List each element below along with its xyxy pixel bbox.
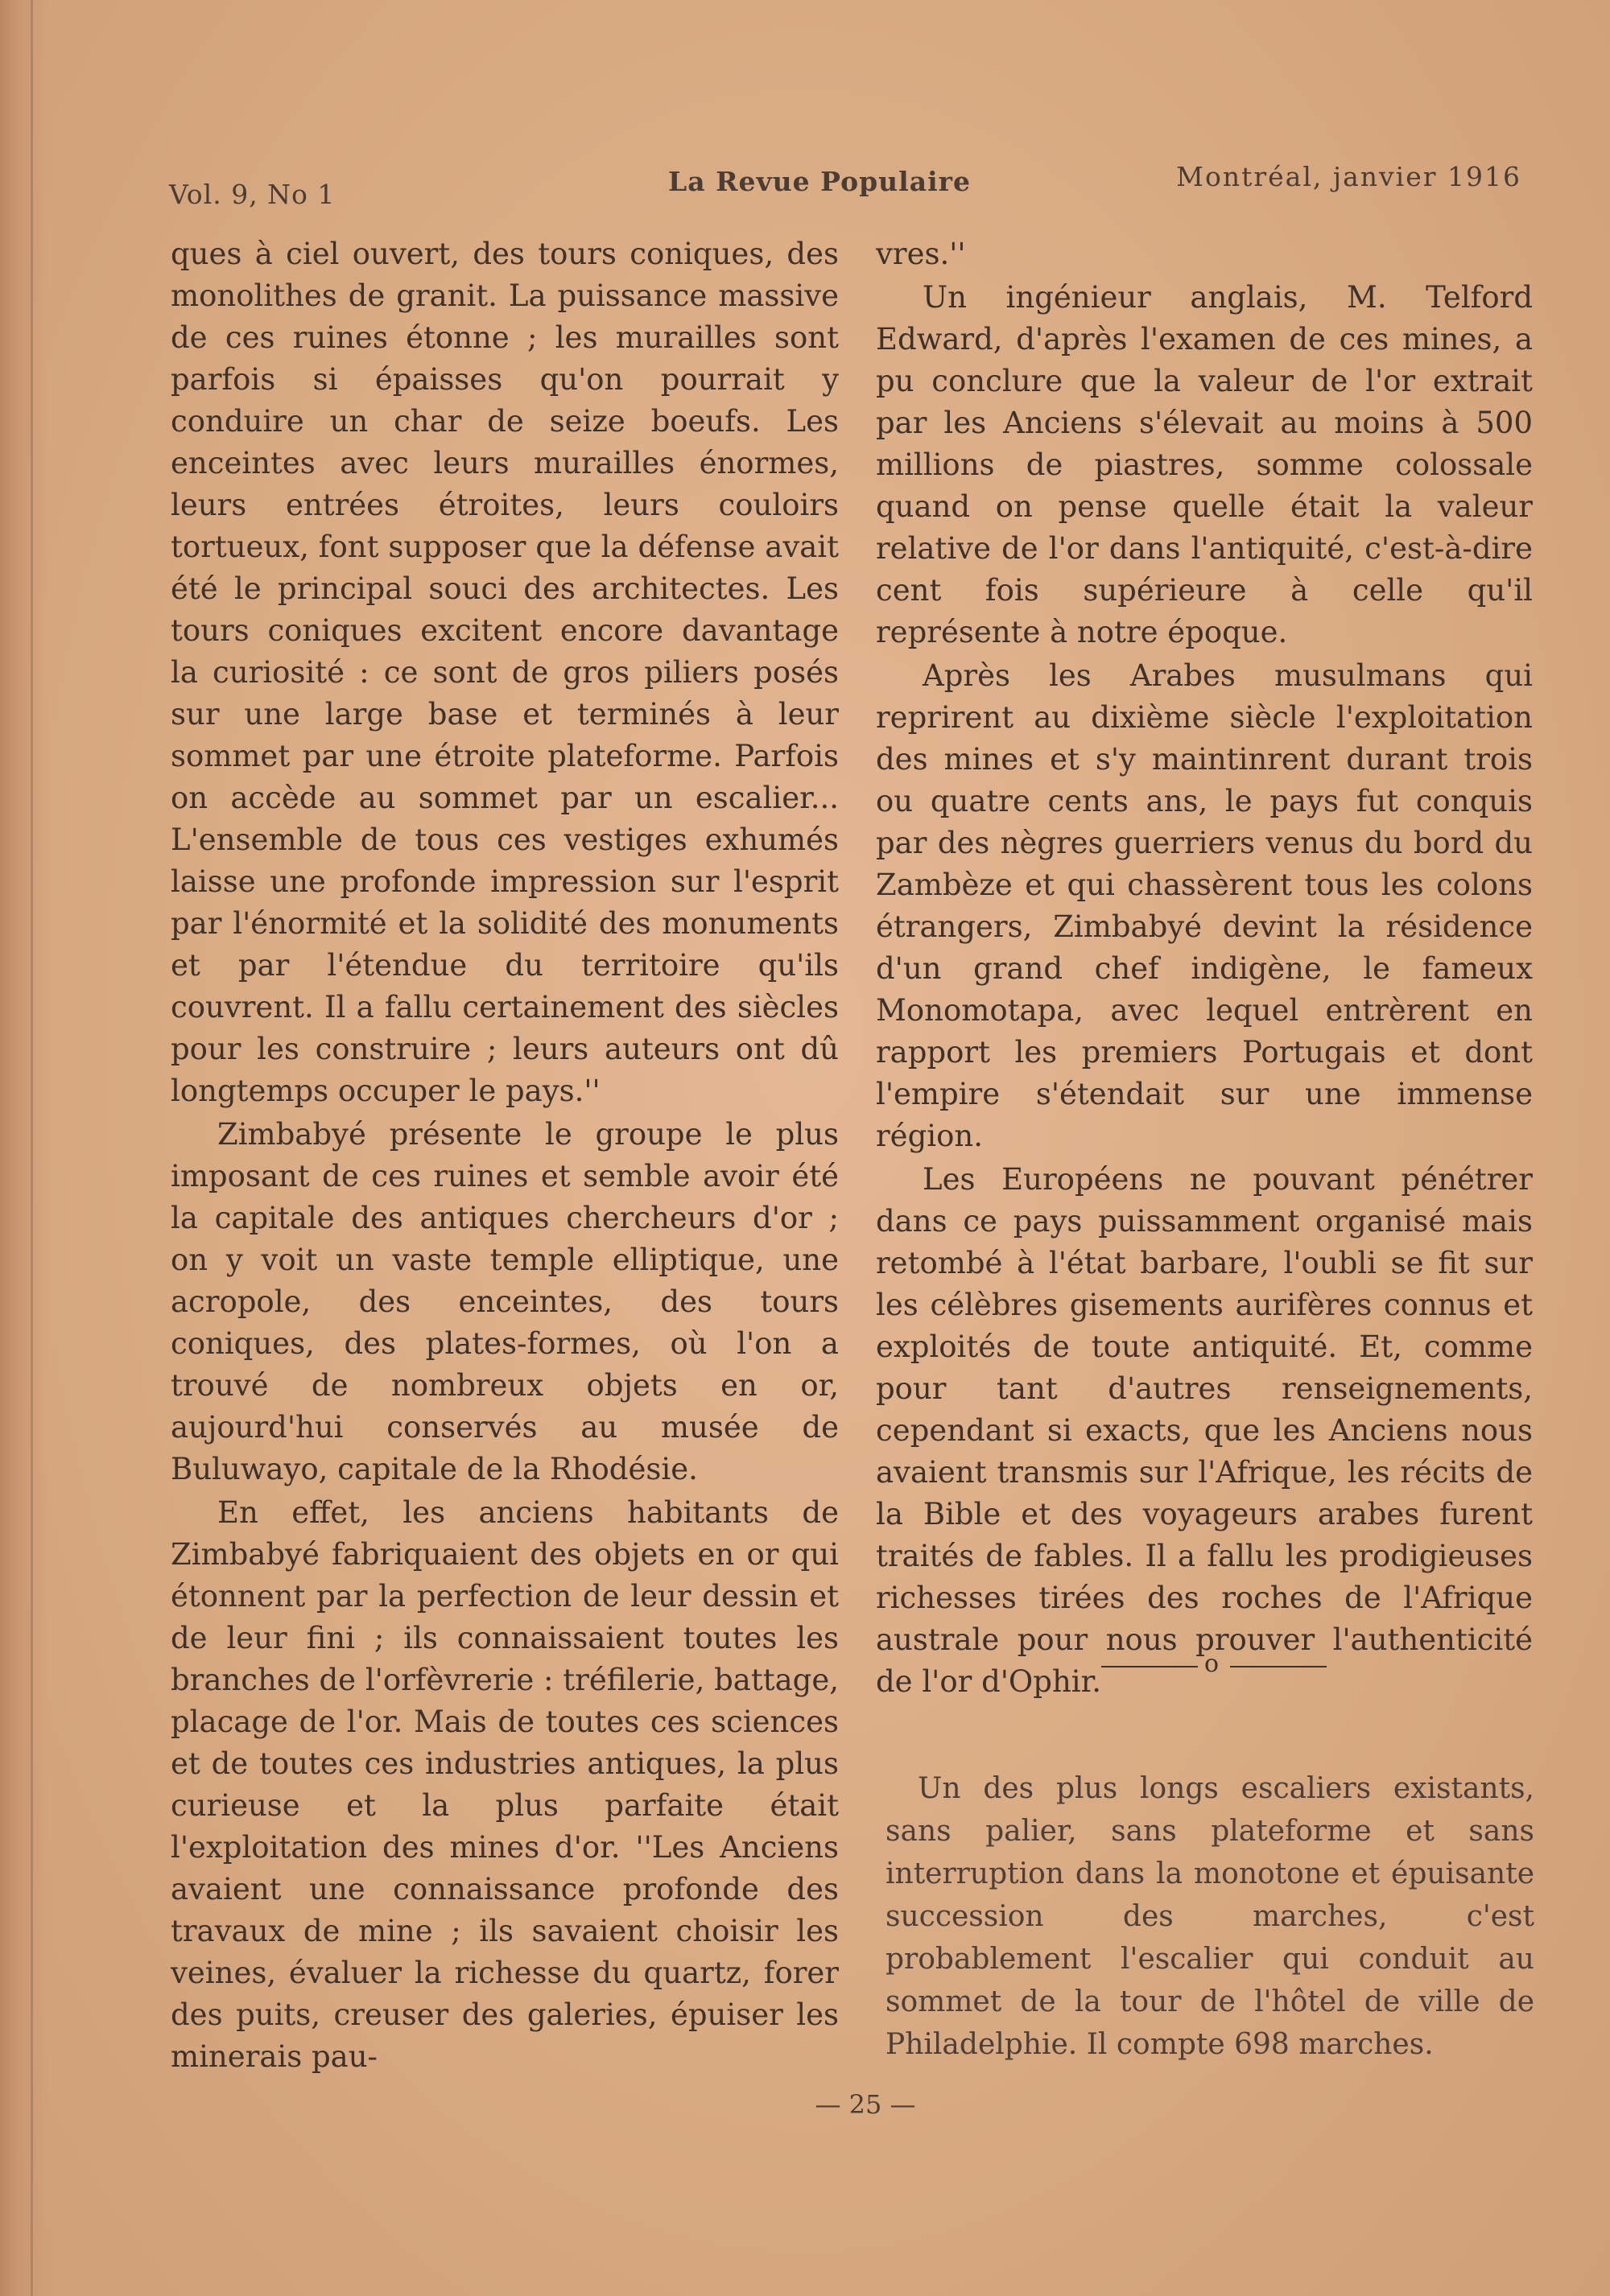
note-text: Un des plus longs escaliers existants, sans palier, sans plateforme et sans interruption dans la monotone et épuisante succession des marches, c'est probablement l'escalier qui conduit au sommet de la tour de l'hôtel de ville de Philadelphie. Il compte 698 marches.	[886, 1772, 1534, 2061]
publication-title: La Revue Populaire	[668, 166, 971, 197]
filler-note	[886, 1767, 1534, 2066]
separator-rule-right	[1230, 1666, 1327, 1667]
running-header	[169, 161, 1521, 209]
paragraph: En effet, les anciens habitants de Zimbabyé fabriquaient des objets en or qui étonnent par la perfection de leur dessin et de leur fini ; ils connaissaient toutes les branches de l'orfèvrerie : tréfilerie, battage, placage de l'or. Mais de toutes ces sciences et de toutes ces industries antiques, la plus curieuse et la plus parfaite était l'exploitation des mines d'or. ''Les Anciens avaient une connaissance profonde des travaux de mine ; ils savaient choisir les veines, évaluer la richesse du quartz, forer des puits, creuser des galeries, épuiser les minerais pau-	[171, 1495, 839, 2074]
volume-number: Vol. 9, No 1	[169, 179, 336, 210]
paragraph: ques à ciel ouvert, des tours coniques, des monolithes de granit. La puissance massive de ces ruines étonne ; les murailles sont parfois si épaisses qu'on pourrait y conduire un char de seize boeufs. Les enceintes avec leurs murailles énormes, leurs entrées étroites, leurs couloirs tortueux, font supposer que la défense avait été le principal souci des architectes. Les tours coniques excitent encore davantage la curiosité : ce sont de gros piliers posés sur une large base et terminés à leur sommet par une étroite plateforme. Parfois on accède au sommet par un escalier... L'ensemble de tous ces vestiges exhumés laisse une profonde impression sur l'esprit par l'énormité et la solidité des monuments et par l'étendue du territoire qu'ils couvrent. Il a fallu certainement des siècles pour les construire ; leurs auteurs ont dû longtemps occuper le pays.''	[171, 237, 839, 1108]
binding-line	[31, 0, 33, 2296]
paragraph: Un ingénieur anglais, M. Telford Edward, d'après l'examen de ces mines, a pu conclure que la valeur de l'or extrait par les Anciens s'élevait au moins à 500 millions de piastres, somme colossale quand on pense quelle était la valeur relative de l'or dans l'antiquité, c'est-à-dire cent fois supérieure à celle qu'il représente à notre époque.	[876, 280, 1533, 649]
left-column	[171, 233, 839, 2078]
section-separator	[1101, 1648, 1327, 1680]
page-spine-shadow	[0, 0, 48, 2296]
separator-rule-left	[1101, 1666, 1198, 1667]
paragraph: Après les Arabes musulmans qui reprirent au dixième siècle l'exploitation des mines et s'y maintinrent durant trois ou quatre cents ans, le pays fut conquis par des nègres guerriers venus du bord du Zambèze et qui chassèrent tous les colons étrangers, Zimbabyé devint la résidence d'un grand chef indigène, le fameux Monomotapa, avec lequel entrèrent en rapport les premiers Portugais et dont l'empire s'étendait sur une immense région.	[876, 658, 1533, 1153]
page-number: — 25 —	[815, 2089, 916, 2120]
separator-mark: o	[1204, 1650, 1220, 1678]
place-and-date: Montréal, janvier 1916	[1176, 161, 1521, 192]
paragraph: vres.''	[876, 237, 966, 271]
right-column	[876, 233, 1533, 1703]
paragraph: Zimbabyé présente le groupe le plus imposant de ces ruines et semble avoir été la capitale des antiques chercheurs d'or ; on y voit un vaste temple elliptique, une acropole, des enceintes, des tours coniques, des plates-formes, où l'on a trouvé de nombreux objets en or, aujourd'hui conservés au musée de Buluwayo, capitale de la Rhodésie.	[171, 1117, 839, 1486]
paragraph: Les Européens ne pouvant pénétrer dans ce pays puissamment organisé mais retombé à l'état barbare, l'oubli se fit sur les célèbres gisements aurifères connus et exploités de toute antiquité. Et, comme pour tant d'autres renseignements, cependant si exacts, que les Anciens nous avaient transmis sur l'Afrique, les récits de la Bible et des voyageurs arabes furent traités de fables. Il a fallu les prodigieuses richesses tirées des roches de l'Afrique australe pour nous prouver l'authenticité de l'or d'Ophir.	[876, 1162, 1533, 1699]
